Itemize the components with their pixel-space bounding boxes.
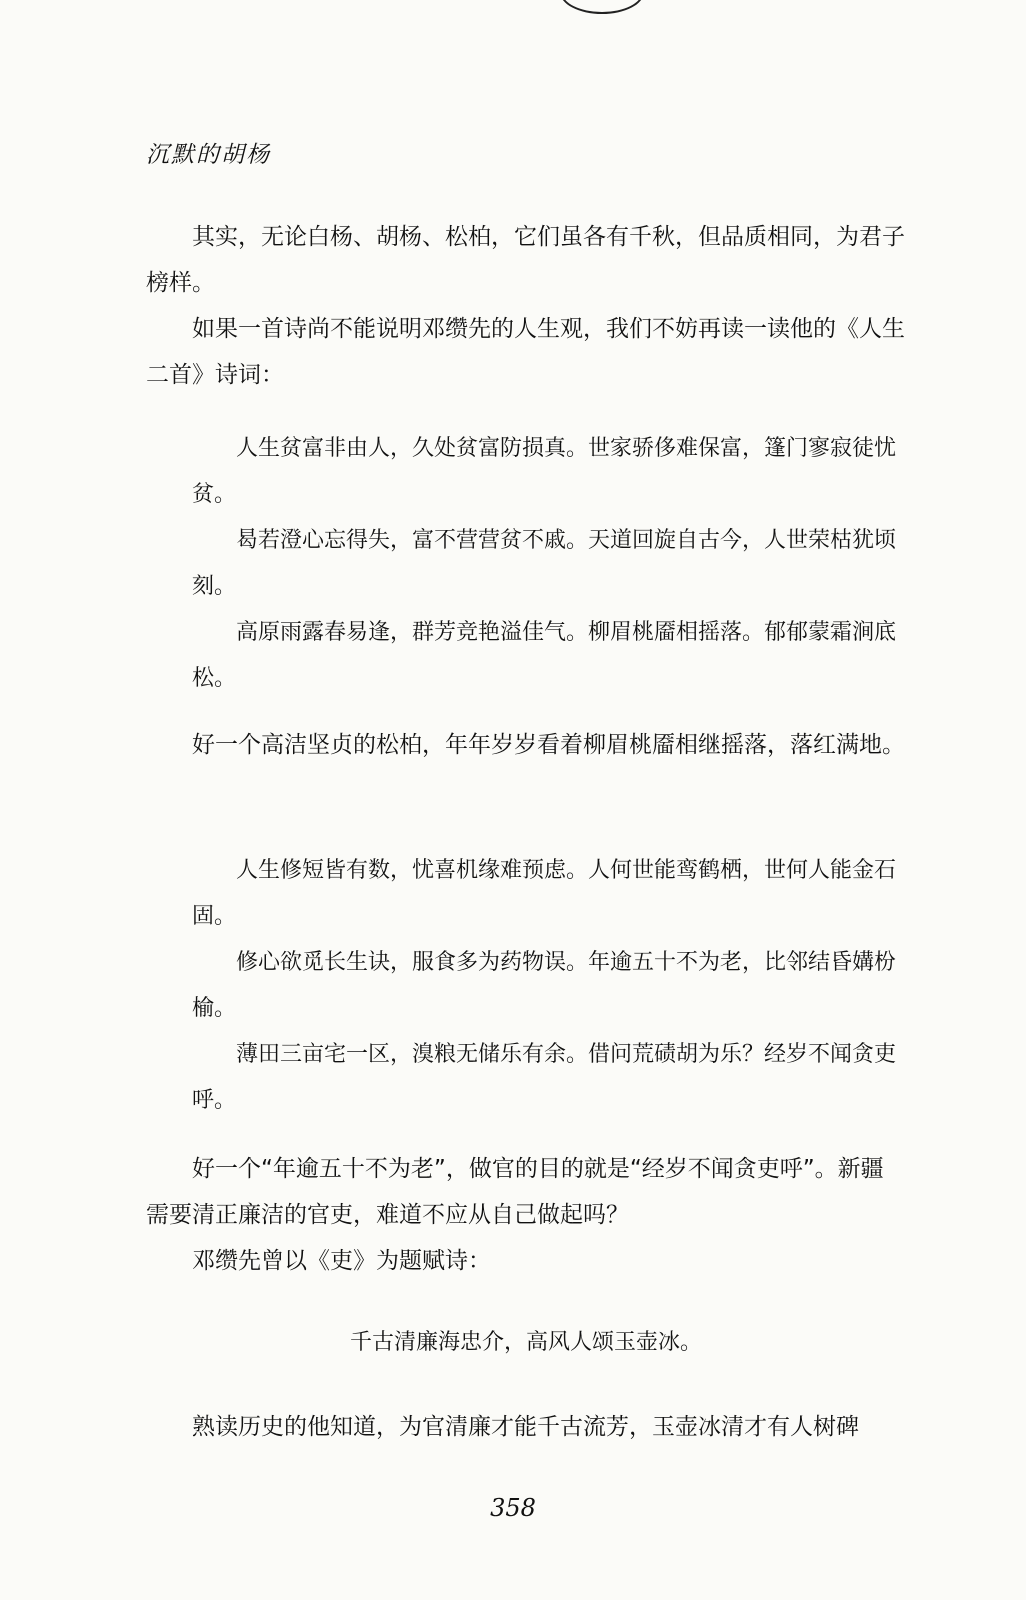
poem-2-stanza-3 bbox=[192, 1032, 906, 1124]
paragraph-5 bbox=[146, 1238, 906, 1284]
poem-2-line-2: 修心欲觅长生诀，服食多为药物误。年逾五十不为老，比邻结昏媾枌榆。 bbox=[192, 950, 897, 1021]
poem-2-line-1: 人生修短皆有数，忧喜机缘难预虑。人何世能鸾鹤栖，世何人能金石固。 bbox=[192, 858, 897, 929]
poem-1-stanza-3 bbox=[192, 610, 906, 702]
poem-2-line-3: 薄田三亩宅一区，溴粮无储乐有余。借问荒碛胡为乐？经岁不闻贪吏呼。 bbox=[192, 1042, 897, 1113]
paragraph-6 bbox=[146, 1404, 906, 1450]
poem-1-line-3: 高原雨露春易逢，群芳竞艳溢佳气。柳眉桃靥相摇落。郁郁蒙霜涧底松。 bbox=[192, 620, 897, 691]
paragraph-1 bbox=[146, 214, 906, 306]
poem-3-line: 千古清廉海忠介，高风人颂玉壶冰。 bbox=[349, 1330, 702, 1355]
running-header: 沉默的胡杨 bbox=[146, 142, 271, 168]
poem-1-line-2: 曷若澄心忘得失，富不营营贫不戚。天道回旋自古今，人世荣枯犹顷刻。 bbox=[192, 528, 897, 599]
paragraph-3 bbox=[146, 722, 906, 768]
paragraph-5-text: 邓缵先曾以《吏》为题赋诗： bbox=[192, 1248, 491, 1274]
poem-2-stanza-2 bbox=[192, 940, 906, 1032]
paragraph-3-text: 好一个高洁坚贞的松柏，年年岁岁看着柳眉桃靥相继摇落，落红满地。 bbox=[192, 732, 905, 758]
paragraph-1-text: 其实，无论白杨、胡杨、松柏，它们虽各有千秋，但品质相同，为君子榜样。 bbox=[146, 224, 905, 296]
paragraph-4 bbox=[146, 1146, 906, 1238]
scan-mark bbox=[560, 0, 644, 14]
paragraph-2-text: 如果一首诗尚不能说明邓缵先的人生观，我们不妨再读一读他的《人生二首》诗词： bbox=[146, 316, 905, 388]
page-number: 358 bbox=[490, 1494, 536, 1522]
poem-1-line-1: 人生贫富非由人，久处贫富防损真。世家骄侈难保富，篷门寥寂徒忧贫。 bbox=[192, 436, 897, 507]
paragraph-6-text: 熟读历史的他知道，为官清廉才能千古流芳，玉壶冰清才有人树碑 bbox=[192, 1414, 859, 1440]
poem-2-stanza-1 bbox=[192, 848, 906, 940]
paragraph-2 bbox=[146, 306, 906, 398]
poem-1-stanza-2 bbox=[192, 518, 906, 610]
paragraph-4-text: 好一个“年逾五十不为老”，做官的目的就是“经岁不闻贪吏呼”。新疆需要清正廉洁的官吏，难道不应从自己做起吗？ bbox=[146, 1156, 884, 1228]
poem-1-stanza-1 bbox=[192, 426, 906, 518]
